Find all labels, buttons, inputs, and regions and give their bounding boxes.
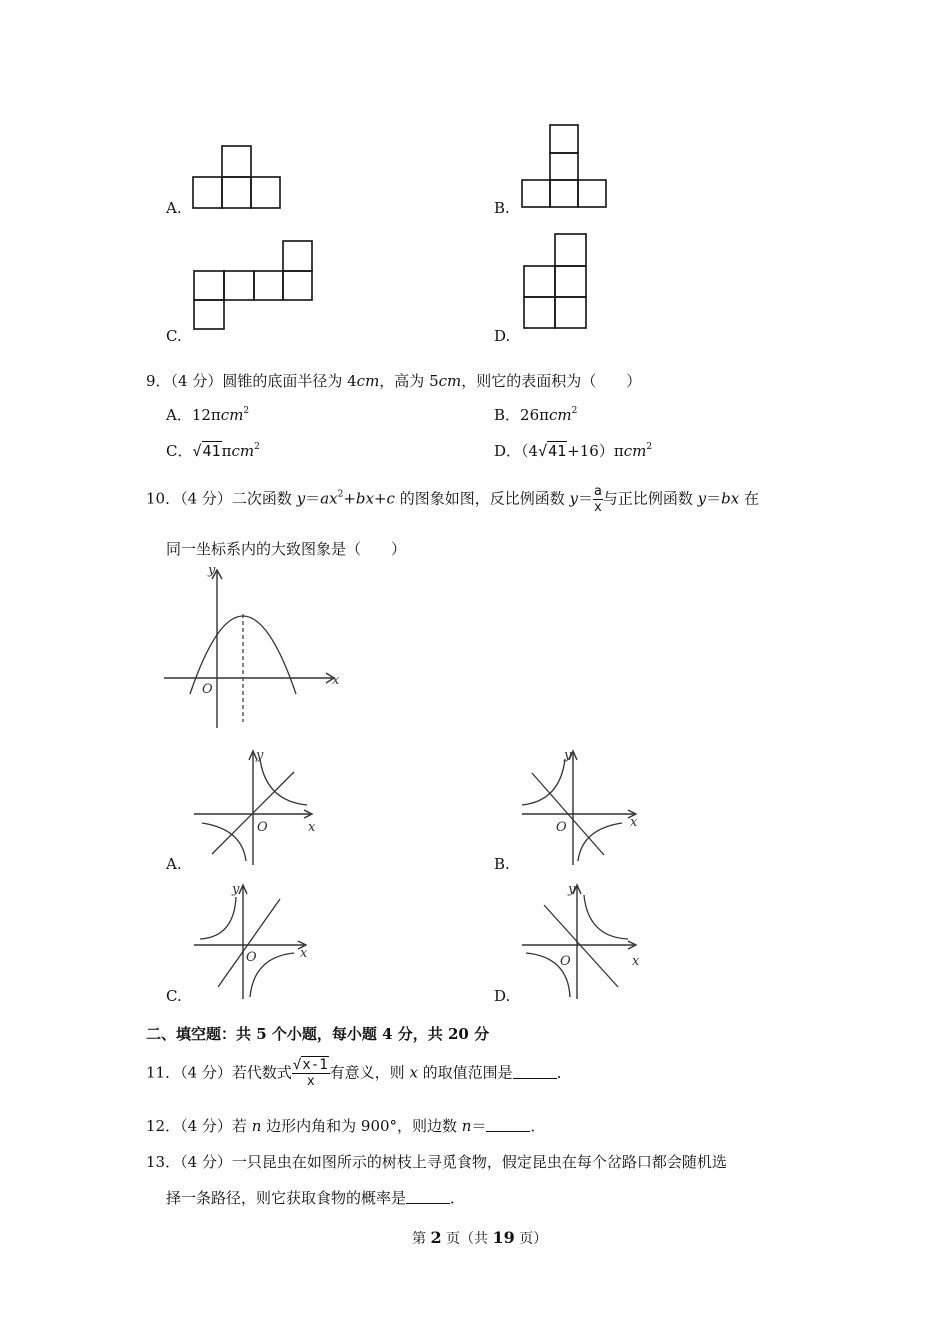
var-n: n	[461, 1117, 472, 1135]
q9-text: 圆锥的底面半径为 4	[222, 372, 357, 390]
y-axis-label: y	[256, 748, 264, 763]
fraction-denominator: x	[306, 1074, 315, 1089]
q11-text: 的取值范围是	[417, 1063, 513, 1082]
q10-stem-line1	[146, 484, 759, 515]
q12-number: 12．	[146, 1117, 181, 1135]
option-value: 26π	[520, 406, 549, 424]
hyperbola-branch-q2	[200, 897, 236, 939]
x-axis-label: x	[308, 820, 316, 835]
sqrt-sign: √x-1	[292, 1057, 328, 1073]
fraction-denominator: x	[594, 500, 602, 515]
fraction-sqrt-x-minus-1-over-x	[292, 1058, 330, 1089]
q9-option-b[interactable]	[494, 404, 577, 425]
radicand: 41	[202, 442, 221, 460]
q10-text: 的图象如图，反比例函数	[394, 489, 570, 508]
x-axis-label: x	[300, 946, 308, 961]
q10-option-b-label[interactable]: B.	[494, 855, 510, 873]
y-axis-label: y	[232, 882, 240, 897]
current-page-number: 2	[430, 1228, 442, 1247]
x-axis-label: x	[632, 954, 640, 969]
footer-text: 第	[412, 1231, 431, 1247]
q8-option-a-figure	[192, 144, 282, 210]
q13-text: 择一条路径，则它获取食物的概率是	[166, 1189, 407, 1207]
q13-number: 13．	[146, 1153, 181, 1171]
option-exponent: 2	[571, 406, 578, 416]
q10-text: 在	[739, 489, 759, 508]
hyperbola-branch-q2	[522, 759, 565, 805]
option-label: B．	[494, 406, 521, 424]
page-footer	[412, 1228, 547, 1248]
q9-text: ，则它的表面积为（ ）	[461, 372, 642, 390]
term-c: c	[386, 489, 395, 508]
option-exponent: 2	[254, 442, 260, 452]
q11-stem	[146, 1058, 572, 1089]
q10-option-c-graph	[190, 877, 320, 1002]
option-exponent: 2	[646, 442, 653, 452]
q9-unit: cm	[438, 372, 462, 390]
q9-number: 9．	[146, 372, 171, 390]
q9-unit: cm	[356, 372, 380, 390]
q10-option-c-label[interactable]: C.	[166, 987, 182, 1005]
term-ax: ax	[320, 489, 338, 508]
x-axis-label: x	[630, 815, 638, 830]
q10-score: （4 分）	[180, 489, 232, 508]
q11-text: ．	[556, 1063, 572, 1082]
sqrt-sign: √41	[192, 442, 221, 460]
hyperbola-branch-q4	[578, 823, 622, 861]
q8-option-c-label[interactable]: C.	[166, 327, 182, 345]
q10-text: 与正比例函数	[602, 489, 698, 508]
q9-score: （4 分）	[170, 372, 223, 390]
q10-option-d-graph	[518, 877, 648, 1002]
origin-label: O	[556, 820, 567, 835]
y-axis-label: y	[568, 882, 576, 897]
q12-text: ．	[530, 1117, 546, 1135]
option-label: D．	[494, 442, 522, 460]
var-y: y	[569, 489, 578, 508]
section-heading: 二、填空题：共 5 个小题，每小题 4 分，共 20 分	[146, 1025, 490, 1043]
x-axis-label: x	[332, 673, 340, 688]
exponent: 2	[337, 489, 344, 500]
q13-text: 一只昆虫在如图所示的树枝上寻觅食物，假定昆虫在每个岔路口都会随机选	[231, 1153, 727, 1171]
var-y: y	[296, 489, 306, 508]
q8-option-d-label[interactable]: D.	[494, 327, 511, 345]
term-bx: bx	[355, 489, 374, 508]
eq-sign: ＝	[577, 489, 593, 508]
footer-text: 页（共	[441, 1231, 493, 1247]
var-x: x	[409, 1063, 418, 1082]
q13-stem-line2	[166, 1187, 465, 1208]
origin-label: O	[257, 820, 268, 835]
eq-sign: ＝	[706, 489, 722, 508]
option-value: +16）π	[567, 442, 624, 460]
q11-text: 若代数式	[231, 1063, 292, 1082]
q9-option-a[interactable]	[166, 404, 249, 425]
answer-blank[interactable]	[513, 1066, 557, 1079]
q9-option-d[interactable]	[494, 440, 652, 461]
option-unit: cm	[231, 442, 255, 460]
linear-line	[218, 899, 280, 987]
q11-text: 有意义，则	[329, 1063, 410, 1082]
q8-option-c-figure	[192, 239, 316, 331]
option-label: A．	[166, 406, 192, 424]
q10-option-a-graph	[190, 745, 320, 870]
q12-text: 边形内角和为 900°，则边数	[261, 1117, 462, 1135]
y-axis-label: y	[564, 748, 572, 763]
q11-number: 11．	[146, 1063, 181, 1082]
option-label: C．	[166, 442, 193, 460]
var-y: y	[697, 489, 707, 508]
q13-text: ．	[450, 1189, 466, 1207]
radicand: x-1	[302, 1057, 328, 1073]
footer-text: 页）	[514, 1231, 548, 1247]
option-value: π	[221, 442, 232, 460]
q8-option-d-figure	[522, 232, 590, 332]
linear-line	[544, 905, 618, 987]
q8-option-b-figure	[520, 123, 610, 211]
hyperbola-branch-q1	[584, 895, 628, 939]
option-unit: cm	[220, 406, 244, 424]
fraction-a-over-x	[593, 484, 603, 515]
origin-label: O	[560, 954, 571, 969]
option-value: （4	[521, 442, 539, 460]
q10-option-a-label[interactable]: A.	[166, 855, 182, 873]
option-unit: cm	[623, 442, 647, 460]
q11-score: （4 分）	[180, 1063, 232, 1082]
q9-text: ，高为 5	[379, 372, 439, 390]
q9-option-c[interactable]	[166, 440, 260, 461]
origin-label: O	[246, 950, 257, 965]
q8-option-a-label[interactable]: A.	[166, 199, 182, 217]
q10-text: 二次函数	[231, 489, 297, 508]
answer-blank[interactable]	[406, 1191, 450, 1204]
q12-stem	[146, 1115, 546, 1136]
term-bx: bx	[721, 489, 740, 508]
option-exponent: 2	[243, 406, 250, 416]
answer-blank[interactable]	[486, 1119, 530, 1132]
q9-stem	[146, 370, 641, 391]
var-n: n	[251, 1117, 262, 1135]
q10-number: 10．	[146, 489, 181, 508]
y-axis-label: y	[208, 563, 216, 578]
origin-label: O	[202, 682, 213, 697]
total-pages: 19	[492, 1228, 515, 1247]
q8-option-b-label[interactable]: B.	[494, 199, 510, 217]
q12-text: ＝	[471, 1117, 487, 1135]
radicand: 41	[548, 442, 567, 460]
fraction-numerator	[292, 1058, 330, 1074]
sqrt-sign: √41	[538, 442, 567, 460]
q10-option-b-graph	[518, 745, 648, 870]
option-unit: cm	[548, 406, 572, 424]
option-value: 12π	[191, 406, 221, 424]
q13-stem-line1	[146, 1151, 727, 1172]
eq-sign: ＝	[305, 489, 321, 508]
q10-option-d-label[interactable]: D.	[494, 987, 511, 1005]
q10-parabola-graph	[160, 562, 350, 732]
plus-sign: +	[373, 489, 387, 508]
q10-stem-line2: 同一坐标系内的大致图象是（ ）	[166, 540, 407, 558]
q13-score: （4 分）	[180, 1153, 232, 1171]
q12-text: 若	[231, 1117, 252, 1135]
q12-score: （4 分）	[180, 1117, 232, 1135]
fraction-numerator: a	[594, 484, 602, 499]
plus-sign: +	[343, 489, 356, 508]
